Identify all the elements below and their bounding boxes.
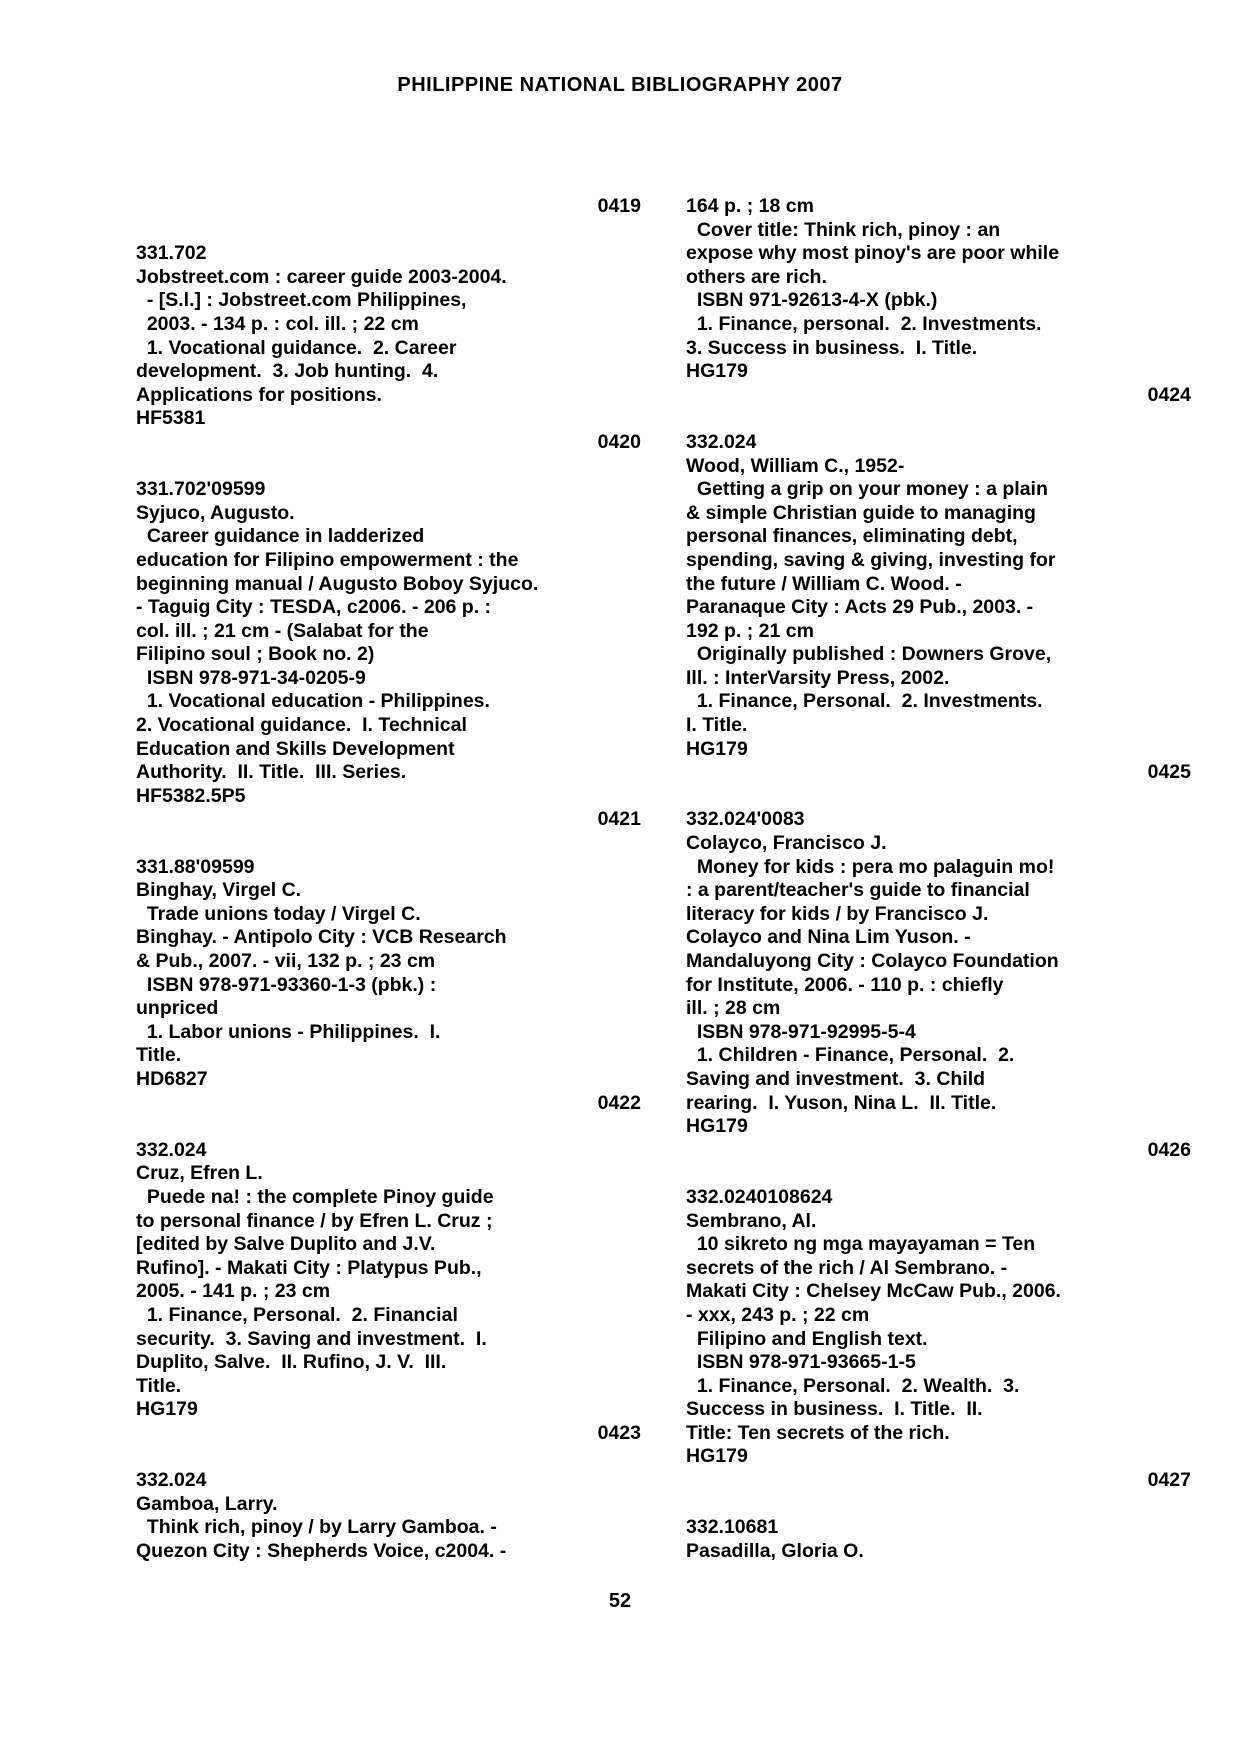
isbn-line: ISBN 978-971-93665-1-5 <box>686 1351 916 1374</box>
subject-line: Success in business. I. Title. II. <box>686 1398 983 1421</box>
title-line: Money for kids : pera mo palaguin mo! <box>686 855 1055 878</box>
classification: HG179 <box>686 360 748 383</box>
blank-line <box>686 1493 1191 1517</box>
note-line: expose why most pinoy's are poor while <box>686 242 1060 265</box>
subject-line: security. 3. Saving and investment. I. <box>136 1327 487 1350</box>
author-line: Wood, William C., 1952- <box>686 454 905 477</box>
entry-number: 0420 <box>597 430 641 453</box>
author-line: Binghay, Virgel C. <box>136 879 302 902</box>
imprint-line: 192 p. ; 21 cm <box>686 619 814 642</box>
subject-line: development. 3. Job hunting. 4. <box>136 360 439 383</box>
author-line: Colayco, Francisco J. <box>686 832 887 855</box>
note-line: Filipino and English text. <box>686 1327 928 1350</box>
subject-line: Title: Ten secrets of the rich. <box>686 1421 950 1444</box>
author-line: Pasadilla, Gloria O. <box>686 1539 864 1562</box>
isbn-line: ISBN 978-971-34-0205-9 <box>136 666 366 689</box>
entry-number: 0424 <box>1147 383 1191 406</box>
title-line: education for Filipino empowerment : the <box>136 548 519 571</box>
left-column <box>136 195 641 1563</box>
title-line: Jobstreet.com : career guide 2003-2004. <box>136 265 507 288</box>
right-column <box>686 195 1191 1563</box>
title-line: the future / William C. Wood. - <box>686 572 962 595</box>
subject-line: Authority. II. Title. III. Series. <box>136 761 407 784</box>
subject-line: 1. Labor unions - Philippines. I. <box>136 1020 441 1043</box>
title-line: Career guidance in ladderized <box>136 525 425 548</box>
subject-line: 1. Finance, personal. 2. Investments. <box>686 312 1042 335</box>
title-line: & simple Christian guide to managing <box>686 501 1036 524</box>
subject-line: 1. Finance, Personal. 2. Financial <box>136 1303 458 1326</box>
blank-line <box>686 1162 1191 1186</box>
call-number: 331.702 <box>136 242 207 265</box>
note-line: Originally published : Downers Grove, <box>686 643 1052 666</box>
subject-line: 1. Vocational guidance. 2. Career <box>136 336 457 359</box>
title-line: 10 sikreto ng mga mayayaman = Ten <box>686 1233 1036 1256</box>
subject-line: Title. <box>136 1044 182 1067</box>
subject-line: Saving and investment. 3. Child <box>686 1067 986 1090</box>
call-number: 332.0240108624 <box>686 1185 833 1208</box>
imprint-line: 164 p. ; 18 cm <box>686 195 814 217</box>
subject-line: I. Title. <box>686 714 748 737</box>
classification: HF5382.5P5 <box>136 784 246 807</box>
blank-line <box>686 407 1191 431</box>
title-line: [edited by Salve Duplito and J.V. <box>136 1233 436 1256</box>
classification: HG179 <box>686 737 748 760</box>
subject-line: 2. Vocational guidance. I. Technical <box>136 714 467 737</box>
call-number: 332.024'0083 <box>686 808 805 831</box>
imprint-line: Paranaque City : Acts 29 Pub., 2003. - <box>686 596 1034 619</box>
author-line: Cruz, Efren L. <box>136 1162 263 1185</box>
title-line: personal finances, eliminating debt, <box>686 525 1018 548</box>
imprint-line: - Taguig City : TESDA, c2006. - 206 p. : <box>136 596 492 619</box>
classification: HG179 <box>686 1445 748 1468</box>
title-line: Think rich, pinoy / by Larry Gamboa. - <box>136 1516 497 1539</box>
subject-line: 1. Finance, Personal. 2. Wealth. 3. <box>686 1374 1020 1397</box>
entry-number: 0422 <box>597 1091 641 1114</box>
imprint-line: Binghay. - Antipolo City : VCB Research <box>136 926 507 949</box>
title-line: to personal finance / by Efren L. Cruz ; <box>136 1209 493 1232</box>
isbn-line: ISBN 971-92613-4-X (pbk.) <box>686 289 938 312</box>
subject-line: 3. Success in business. I. Title. <box>686 336 978 359</box>
subject-line: Duplito, Salve. II. Rufino, J. V. III. <box>136 1351 447 1374</box>
entry-number: 0423 <box>597 1421 641 1444</box>
call-number: 332.024 <box>136 1469 207 1492</box>
author-line: Syjuco, Augusto. <box>136 501 295 524</box>
classification: HF5381 <box>136 407 206 430</box>
call-number: 332.024 <box>686 430 757 453</box>
series-line: Filipino soul ; Book no. 2) <box>136 643 375 666</box>
classification: HG179 <box>686 1115 748 1138</box>
subject-line: 1. Children - Finance, Personal. 2. <box>686 1044 1015 1067</box>
classification: HG179 <box>136 1398 198 1421</box>
blank-line <box>136 219 641 243</box>
blank-line <box>136 1115 641 1139</box>
note-line: Ill. : InterVarsity Press, 2002. <box>686 666 950 689</box>
imprint-line: Quezon City : Shepherds Voice, c2004. - <box>136 1539 507 1562</box>
subject-line: 1. Finance, Personal. 2. Investments. <box>686 690 1043 713</box>
imprint-line: for Institute, 2006. - 110 p. : chiefly <box>686 973 1004 996</box>
blank-line <box>686 785 1191 809</box>
imprint-line: Rufino]. - Makati City : Platypus Pub., <box>136 1256 482 1279</box>
blank-line <box>136 1445 641 1469</box>
entry-number: 0419 <box>597 195 641 217</box>
title-line: : a parent/teacher's guide to financial <box>686 879 1030 902</box>
note-line: others are rich. <box>686 265 827 288</box>
blank-line <box>136 455 641 479</box>
imprint-line: - xxx, 243 p. ; 22 cm <box>686 1303 870 1326</box>
call-number: 332.10681 <box>686 1516 779 1539</box>
isbn-line: ISBN 978-971-92995-5-4 <box>686 1020 916 1043</box>
subject-line: Applications for positions. <box>136 383 382 406</box>
author-line: Gamboa, Larry. <box>136 1492 278 1515</box>
imprint-line: Mandaluyong City : Colayco Foundation <box>686 950 1059 972</box>
subject-line: rearing. I. Yuson, Nina L. II. Title. <box>686 1091 997 1114</box>
imprint-line: col. ill. ; 21 cm - (Salabat for the <box>136 619 429 642</box>
page-number: 52 <box>608 1590 632 1612</box>
note-line: Cover title: Think rich, pinoy : an <box>686 218 1001 241</box>
entry-number: 0421 <box>597 808 641 831</box>
title-line: beginning manual / Augusto Boboy Syjuco. <box>136 572 539 595</box>
call-number: 331.702'09599 <box>136 478 266 501</box>
imprint-line: Makati City : Chelsey McCaw Pub., 2006. <box>686 1280 1061 1303</box>
imprint-line: 2005. - 141 p. ; 23 cm <box>136 1280 331 1303</box>
title-line: Getting a grip on your money : a plain <box>686 478 1048 501</box>
subject-line: 1. Vocational education - Philippines. <box>136 690 490 713</box>
title-line: Colayco and Nina Lim Yuson. - <box>686 926 971 949</box>
entry-number: 0427 <box>1147 1469 1191 1492</box>
author-line: Sembrano, Al. <box>686 1209 817 1232</box>
call-number: 332.024 <box>136 1138 207 1161</box>
title-line: secrets of the rich / Al Sembrano. - <box>686 1256 1008 1279</box>
imprint-line: ill. ; 28 cm <box>686 997 781 1020</box>
title-line: spending, saving & giving, investing for <box>686 548 1056 571</box>
subject-line: Education and Skills Development <box>136 737 455 760</box>
subject-line: Title. <box>136 1374 182 1397</box>
blank-line <box>136 832 641 856</box>
entry-number: 0426 <box>1147 1138 1191 1161</box>
title-line: literacy for kids / by Francisco J. <box>686 902 989 925</box>
title-line: Puede na! : the complete Pinoy guide <box>136 1185 494 1208</box>
isbn-line: ISBN 978-971-93360-1-3 (pbk.) : <box>136 973 437 996</box>
imprint-line: 2003. - 134 p. : col. ill. ; 22 cm <box>136 312 419 335</box>
classification: HD6827 <box>136 1067 208 1090</box>
isbn-line: unpriced <box>136 997 219 1020</box>
page-header-title: PHILIPPINE NATIONAL BIBLIOGRAPHY 2007 <box>397 74 843 96</box>
title-line: Trade unions today / Virgel C. <box>136 902 421 925</box>
call-number: 331.88'09599 <box>136 855 255 878</box>
imprint-line: & Pub., 2007. - vii, 132 p. ; 23 cm <box>136 950 436 972</box>
imprint-line: - [S.l.] : Jobstreet.com Philippines, <box>136 289 467 312</box>
entry-number: 0425 <box>1147 761 1191 784</box>
